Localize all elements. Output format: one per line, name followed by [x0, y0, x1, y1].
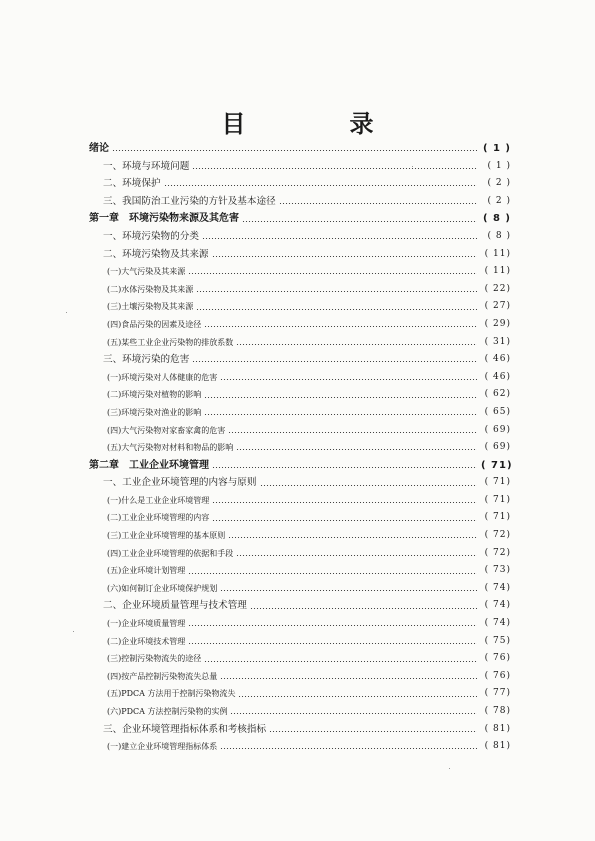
toc-page-number: ( 1 )	[487, 160, 511, 171]
toc-entry-label: 一、环境与环境问题	[103, 160, 190, 172]
toc-subsection-entry	[89, 633, 511, 651]
toc-entry-label: (四)工业企业环境管理的依据和手段	[107, 548, 234, 558]
toc-page-number: ( 73)	[484, 565, 511, 576]
toc-page-number: ( 75)	[484, 635, 511, 646]
toc-subsection-entry	[89, 650, 511, 668]
dot-leader	[238, 696, 477, 697]
toc-subsection-entry	[89, 562, 511, 580]
dot-leader	[242, 221, 477, 222]
toc-entry-label: (三)土壤污染物及其来源	[107, 302, 194, 312]
page-title: 目 录	[221, 110, 414, 138]
toc-entry-label: (三)工业企业环境管理的基本原则	[107, 531, 226, 541]
dot-leader	[192, 361, 477, 362]
toc-entry-label: 二、环境污染物及其来源	[103, 248, 209, 260]
dot-leader	[212, 502, 477, 503]
toc-entry-label: (六)如何制订企业环境保护规划	[107, 583, 218, 593]
dot-leader	[164, 185, 477, 186]
dot-leader	[279, 203, 477, 204]
toc-subsection-entry	[89, 509, 511, 527]
toc-page-number: ( 65)	[484, 406, 511, 417]
toc-page-number: ( 71)	[484, 512, 511, 523]
toc-entry-label: (一)大气污染及其来源	[107, 267, 186, 277]
dot-leader	[230, 713, 477, 714]
toc-page-number: ( 11)	[484, 248, 511, 259]
toc-subsection-entry	[89, 527, 511, 545]
toc-entry-label: (二)环境污染对植物的影响	[107, 390, 202, 400]
toc-section-entry	[89, 351, 511, 369]
toc-page-number: ( 2 )	[487, 195, 511, 206]
toc-subsection-entry	[89, 334, 511, 352]
toc-page-number: ( 71)	[481, 459, 513, 471]
toc-subsection-entry	[89, 738, 511, 756]
toc-page-number: ( 81)	[484, 723, 511, 734]
toc-entry-label: (一)建立企业环境管理指标体系	[107, 742, 218, 752]
toc-entry-label: 一、工业企业环境管理的内容与原则	[103, 477, 257, 489]
toc-section-entry	[89, 158, 511, 176]
dot-leader	[212, 256, 477, 257]
toc-entry-label: (四)大气污染物对家畜家禽的危害	[107, 425, 226, 435]
dot-leader	[220, 748, 477, 749]
toc-page-number: ( 1 )	[482, 143, 511, 154]
toc-page-number: ( 77)	[484, 688, 511, 699]
toc-chapter-entry	[89, 210, 511, 228]
toc-entry-label: (六)PDCA 方法控制污染物的实例	[107, 707, 228, 716]
toc-entry-label: 三、企业环境管理指标体系和考核指标	[103, 723, 267, 735]
toc-page-number: ( 22)	[484, 283, 511, 294]
toc-page-number: ( 74)	[484, 600, 511, 611]
toc-subsection-entry	[89, 685, 511, 703]
toc-entry-label: (五)PDCA 方法用于控制污染物流失	[107, 689, 236, 699]
toc-subsection-entry	[89, 298, 511, 316]
dot-leader	[212, 520, 477, 521]
toc-subsection-entry	[89, 439, 511, 457]
toc-entry-label: 二、环境保护	[103, 178, 161, 190]
toc-page-number: ( 76)	[484, 670, 511, 681]
toc-entry-label: (一)什么是工业企业环境管理	[107, 495, 210, 505]
dot-leader	[212, 467, 477, 468]
scan-speck	[412, 166, 413, 167]
toc-page-number: ( 8 )	[487, 230, 511, 241]
toc-section-entry	[89, 193, 511, 211]
toc-page-number: ( 8 )	[482, 213, 511, 225]
toc-page-number: ( 72)	[484, 547, 511, 558]
scan-speck	[66, 312, 67, 313]
toc-page-number: ( 74)	[484, 618, 511, 629]
toc-page-number: ( 76)	[484, 653, 511, 664]
toc-subsection-entry	[89, 369, 511, 387]
dot-leader	[112, 150, 477, 151]
toc-page-number: ( 71)	[484, 477, 511, 488]
toc-subsection-entry	[89, 386, 511, 404]
toc-subsection-entry	[89, 492, 511, 510]
toc-section-entry	[89, 474, 511, 492]
toc-subsection-entry	[89, 316, 511, 334]
dot-leader	[260, 485, 478, 486]
toc-page-number: ( 81)	[484, 741, 511, 752]
toc-subsection-entry	[89, 263, 511, 281]
toc-entry-label: (二)企业环境技术管理	[107, 636, 186, 646]
toc-entry-label: (二)工业企业环境管理的内容	[107, 513, 210, 523]
toc-entry-label: (一)企业环境质量管理	[107, 619, 186, 629]
toc-section-entry	[89, 597, 511, 615]
dot-leader	[188, 643, 477, 644]
dot-leader	[250, 608, 477, 609]
toc-section-entry	[89, 246, 511, 264]
toc-page-number: ( 62)	[484, 389, 511, 400]
toc-chapter-entry	[89, 140, 511, 158]
toc-subsection-entry	[89, 615, 511, 633]
toc-subsection-entry	[89, 422, 511, 440]
toc-entry-label: 二、企业环境质量管理与技术管理	[103, 600, 247, 612]
dot-leader	[196, 291, 477, 292]
toc-page-number: ( 71)	[484, 494, 511, 505]
toc-entry-label: (二)水体污染物及其来源	[107, 284, 194, 294]
toc-entry-label: 绪论	[89, 143, 109, 154]
dot-leader	[269, 731, 477, 732]
toc-entry-label: (四)按产品控制污染物流失总量	[107, 671, 218, 681]
toc-page-number: ( 46)	[484, 371, 511, 382]
dot-leader	[204, 414, 477, 415]
dot-leader	[188, 625, 477, 626]
toc-subsection-entry	[89, 668, 511, 686]
toc-entry-label: (五)企业环境计划管理	[107, 566, 186, 576]
toc-page-number: ( 72)	[484, 530, 511, 541]
toc-entry-label: 一、环境污染物的分类	[103, 230, 199, 242]
toc-subsection-entry	[89, 281, 511, 299]
dot-leader	[204, 326, 477, 327]
toc-subsection-entry	[89, 580, 511, 598]
toc-subsection-entry	[89, 404, 511, 422]
dot-leader	[188, 273, 477, 274]
toc-page-number: ( 74)	[484, 582, 511, 593]
toc-page-number: ( 11)	[484, 266, 511, 277]
scan-speck	[449, 768, 450, 769]
dot-leader	[220, 678, 477, 679]
toc-entry-label: 第二章 工业企业环境管理	[89, 459, 209, 471]
toc-entry-label: (四)食品污染的因素及途径	[107, 319, 202, 329]
toc-page-number: ( 31)	[484, 336, 511, 347]
toc-page-number: ( 27)	[484, 301, 511, 312]
dot-leader	[204, 661, 477, 662]
toc-entry-label: (五)大气污染物对材料和物品的影响	[107, 443, 234, 453]
toc-page-number: ( 78)	[484, 706, 511, 716]
toc-section-entry	[89, 721, 511, 739]
toc-entry-label: (三)环境污染对渔业的影响	[107, 407, 202, 417]
toc-page-number: ( 2 )	[487, 178, 511, 189]
toc-page-number: ( 29)	[484, 318, 511, 329]
dot-leader	[236, 449, 477, 450]
toc-subsection-entry	[89, 703, 511, 721]
toc-section-entry	[89, 175, 511, 193]
toc-entry-label: (三)控制污染物流失的途径	[107, 654, 202, 664]
dot-leader	[236, 555, 477, 556]
table-of-contents	[89, 140, 511, 756]
dot-leader	[228, 537, 477, 538]
toc-page-number: ( 69)	[484, 424, 511, 435]
toc-entry-label: (一)环境污染对人体健康的危害	[107, 372, 218, 382]
dot-leader	[196, 309, 477, 310]
dot-leader	[236, 344, 477, 345]
dot-leader	[188, 573, 477, 574]
toc-subsection-entry	[89, 545, 511, 563]
toc-chapter-entry	[89, 457, 511, 475]
toc-entry-label: 第一章 环境污染物来源及其危害	[89, 213, 239, 225]
toc-entry-label: (五)某些工业企业污染物的排放系数	[107, 337, 234, 347]
scan-speck	[73, 631, 74, 632]
dot-leader	[202, 238, 477, 239]
toc-entry-label: 三、环境污染的危害	[103, 354, 190, 366]
dot-leader	[220, 379, 477, 380]
toc-entry-label: 三、我国防治工业污染的方针及基本途径	[103, 195, 276, 207]
toc-page-number: ( 69)	[484, 442, 511, 453]
dot-leader	[220, 590, 477, 591]
toc-section-entry	[89, 228, 511, 246]
dot-leader	[204, 397, 477, 398]
toc-page-number: ( 46)	[484, 354, 511, 365]
dot-leader	[228, 432, 477, 433]
dot-leader	[192, 168, 477, 169]
